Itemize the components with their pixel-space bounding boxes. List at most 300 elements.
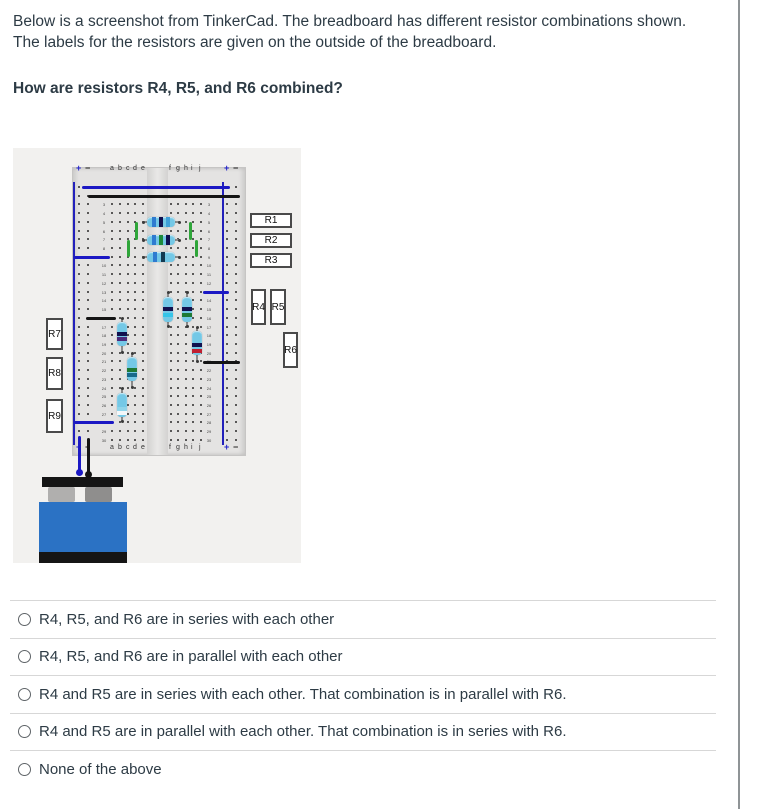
row-number-left: 27 (101, 411, 107, 417)
breadboard-hole (170, 230, 172, 232)
resistor-r3-band (161, 252, 165, 262)
resistor-label-r9: R9 (46, 399, 63, 433)
breadboard-hole (235, 230, 237, 232)
breadboard-hole (142, 291, 144, 293)
breadboard-hole (78, 378, 80, 380)
battery-body (39, 502, 127, 552)
battery-terminal-right (85, 487, 112, 502)
breadboard-hole (87, 221, 89, 223)
battery-base (39, 552, 127, 563)
column-letter: d (133, 444, 137, 451)
resistor-r9-band (117, 407, 127, 411)
breadboard-hole (134, 343, 136, 345)
green-wire (127, 240, 130, 257)
column-letter: j (199, 165, 201, 172)
resistor-r2-pin (178, 239, 181, 242)
row-number-left: 25 (101, 394, 107, 400)
breadboard-hole (127, 352, 129, 354)
breadboard-hole (226, 343, 228, 345)
breadboard-hole (200, 291, 202, 293)
breadboard-hole (200, 439, 202, 441)
rail-line-right (222, 182, 224, 445)
breadboard-hole (134, 404, 136, 406)
breadboard-hole (127, 343, 129, 345)
breadboard-hole (142, 343, 144, 345)
breadboard-hole (111, 439, 113, 441)
breadboard-hole (170, 413, 172, 415)
row-number-right: 18 (206, 333, 212, 338)
breadboard-hole (192, 291, 194, 293)
resistor-r1-band (166, 217, 170, 227)
breadboard-hole (235, 291, 237, 293)
breadboard-hole (170, 439, 172, 441)
breadboard-hole (200, 230, 202, 232)
breadboard-hole (192, 439, 194, 441)
breadboard-hole (87, 387, 89, 389)
row-number-left: 13 (101, 289, 107, 295)
breadboard-hole (87, 352, 89, 354)
rail-line-left (73, 182, 75, 445)
wire-connector (76, 469, 83, 476)
breadboard-hole (134, 256, 136, 258)
breadboard-hole (87, 343, 89, 345)
resistor-r5-pin (186, 325, 189, 328)
breadboard-hole (226, 413, 228, 415)
breadboard-hole (226, 317, 228, 319)
breadboard-hole (235, 247, 237, 249)
column-letter: b (118, 165, 122, 172)
row-number-left: 23 (101, 377, 107, 382)
breadboard-hole (192, 413, 194, 415)
breadboard-hole (200, 282, 202, 284)
rail-plus-sign: + (224, 163, 230, 173)
breadboard-hole (177, 387, 179, 389)
breadboard-hole (78, 291, 80, 293)
option-label-5[interactable]: None of the above (39, 760, 162, 778)
row-number-right: 11 (206, 272, 212, 277)
row-number-left: 15 (101, 307, 107, 312)
breadboard-hole (192, 387, 194, 389)
row-number-right: 6 (207, 228, 211, 234)
resistor-label-r2: R2 (250, 233, 292, 248)
breadboard-hole (142, 352, 144, 354)
breadboard-hole (142, 282, 144, 284)
breadboard-hole (185, 230, 187, 232)
breadboard-hole (134, 282, 136, 284)
breadboard-hole (192, 221, 194, 223)
rail-minus-sign: − (233, 163, 239, 173)
black-wire (86, 317, 116, 320)
breadboard-hole (192, 247, 194, 249)
option-radio-1[interactable] (18, 613, 31, 626)
option-label-2[interactable]: R4, R5, and R6 are in parallel with each other (39, 648, 343, 666)
option-label-4[interactable]: R4 and R5 are in parallel with each other. That combination is in series with R6. (39, 723, 567, 741)
column-letter: a (110, 165, 114, 172)
breadboard-hole (78, 326, 80, 328)
green-wire (195, 240, 198, 257)
breadboard-hole (226, 256, 228, 258)
breadboard-hole (119, 282, 121, 284)
breadboard-hole (111, 378, 113, 380)
column-letter: b (118, 444, 122, 451)
breadboard-hole (226, 404, 228, 406)
black-wire (88, 195, 240, 198)
answer-option-2[interactable] (10, 638, 716, 676)
row-number-right: 12 (206, 281, 212, 286)
breadboard-hole (170, 326, 172, 328)
row-number-right: 27 (206, 411, 212, 417)
answer-option-3[interactable] (10, 675, 716, 713)
breadboard-hole (142, 326, 144, 328)
breadboard-hole (235, 317, 237, 319)
resistor-r8 (127, 357, 137, 381)
row-number-right: 30 (206, 438, 212, 443)
resistor-r6-band (192, 343, 202, 347)
breadboard-hole (192, 256, 194, 258)
breadboard-hole (127, 221, 129, 223)
black-wire (203, 361, 240, 364)
breadboard-hole (142, 413, 144, 415)
breadboard-hole (177, 404, 179, 406)
breadboard-hole (78, 282, 80, 284)
breadboard-hole (185, 221, 187, 223)
breadboard-hole (235, 343, 237, 345)
breadboard-hole (185, 404, 187, 406)
battery-top-plate (42, 477, 123, 487)
resistor-r3-pin (178, 256, 181, 259)
resistor-r5-pin (186, 291, 189, 294)
breadboard-hole (134, 247, 136, 249)
resistor-r1-pin (142, 221, 145, 224)
resistor-r6 (192, 331, 202, 355)
breadboard-hole (200, 247, 202, 249)
option-label-1[interactable]: R4, R5, and R6 are in series with each other (39, 610, 335, 628)
row-number-left: 22 (101, 368, 107, 373)
breadboard-hole (142, 247, 144, 249)
breadboard-hole (119, 439, 121, 441)
breadboard-hole (134, 413, 136, 415)
column-letter: a (110, 444, 114, 451)
resistor-r2-band (166, 235, 170, 245)
row-number-right: 3 (207, 202, 211, 208)
resistor-r1-pin (178, 221, 181, 224)
breadboard-hole (78, 413, 80, 415)
breadboard-hole (185, 352, 187, 354)
question-intro (13, 12, 686, 53)
breadboard-hole (226, 378, 228, 380)
breadboard-hole (226, 221, 228, 223)
breadboard-hole (226, 352, 228, 354)
breadboard-hole (200, 387, 202, 389)
rail-minus-sign: − (85, 163, 91, 173)
breadboard-hole (170, 387, 172, 389)
row-number-right: 14 (206, 298, 212, 304)
breadboard-hole (185, 387, 187, 389)
rail-minus-sign: − (233, 442, 239, 452)
resistor-r8-band (127, 373, 137, 377)
resistor-r9 (117, 393, 127, 417)
breadboard-hole (235, 282, 237, 284)
breadboard-hole (170, 343, 172, 345)
resistor-label-r5: R5 (270, 289, 286, 325)
breadboard-hole (170, 404, 172, 406)
breadboard-hole (119, 230, 121, 232)
breadboard-hole (200, 221, 202, 223)
rail-plus-sign: + (76, 163, 82, 173)
column-letter: g (176, 444, 180, 451)
breadboard-hole (134, 387, 136, 389)
breadboard-hole (200, 256, 202, 258)
breadboard-hole (111, 387, 113, 389)
row-number-right: 25 (206, 394, 212, 400)
wire-connector (85, 471, 92, 478)
breadboard-hole (226, 247, 228, 249)
breadboard-hole (185, 343, 187, 345)
row-number-right: 28 (206, 420, 212, 426)
row-number-right: 15 (206, 307, 212, 312)
breadboard-hole (142, 387, 144, 389)
column-letter: e (141, 165, 145, 172)
breadboard-hole (235, 387, 237, 389)
breadboard-hole (185, 247, 187, 249)
breadboard-hole (185, 378, 187, 380)
breadboard-hole (78, 186, 80, 188)
column-letter: c (126, 165, 130, 172)
resistor-r4 (163, 297, 173, 322)
row-number-left: 20 (101, 350, 107, 356)
row-number-right: 10 (206, 263, 212, 269)
resistor-r1-band (152, 217, 156, 227)
breadboard-hole (226, 439, 228, 441)
blue-wire (74, 256, 110, 259)
breadboard-hole (78, 317, 80, 319)
breadboard-hole (192, 317, 194, 319)
breadboard-hole (111, 256, 113, 258)
breadboard-hole (127, 230, 129, 232)
row-number-right: 19 (206, 342, 212, 347)
row-number-right: 26 (206, 403, 212, 408)
breadboard-hole (192, 404, 194, 406)
battery-terminal-left (48, 487, 75, 502)
option-radio-4[interactable] (18, 725, 31, 738)
breadboard-hole (134, 352, 136, 354)
resistor-r8-pin (131, 386, 134, 389)
breadboard-hole (192, 230, 194, 232)
breadboard-hole (185, 256, 187, 258)
resistor-r9-band (117, 411, 127, 415)
column-letter: h (184, 444, 188, 451)
resistor-r9-pin (121, 420, 124, 423)
resistor-label-r4: R4 (251, 289, 266, 325)
breadboard-hole (177, 439, 179, 441)
answer-option-4[interactable] (10, 713, 716, 751)
breadboard-hole (127, 282, 129, 284)
row-number-left: 21 (101, 359, 107, 365)
breadboard-hole (200, 413, 202, 415)
breadboard-hole (142, 439, 144, 441)
option-label-3[interactable]: R4 and R5 are in series with each other. That combination is in parallel with R6. (39, 685, 567, 703)
resistor-r3-pin (142, 256, 145, 259)
breadboard-hole (200, 404, 202, 406)
breadboard-hole (78, 230, 80, 232)
row-number-left: 3 (102, 202, 106, 208)
row-number-right: 24 (206, 385, 212, 391)
breadboard-hole (78, 195, 80, 197)
row-number-left: 5 (102, 220, 106, 225)
row-number-left: 8 (102, 246, 106, 251)
breadboard-hole (111, 352, 113, 354)
breadboard-hole (235, 186, 237, 188)
column-letter: f (169, 444, 171, 451)
breadboard-hole (235, 439, 237, 441)
breadboard-hole (134, 291, 136, 293)
breadboard-hole (127, 387, 129, 389)
breadboard-hole (142, 378, 144, 380)
resistor-label-r8: R8 (46, 357, 63, 390)
breadboard-hole (226, 230, 228, 232)
breadboard-hole (119, 247, 121, 249)
breadboard-hole (87, 404, 89, 406)
resistor-r2-band (152, 235, 156, 245)
resistor-r7-pin (121, 317, 124, 320)
resistor-r7-pin (121, 351, 124, 354)
breadboard-hole (192, 282, 194, 284)
breadboard-hole (78, 352, 80, 354)
answer-options (10, 600, 716, 788)
row-number-right: 7 (207, 237, 211, 243)
breadboard-hole (111, 343, 113, 345)
black-wire (87, 438, 90, 474)
resistor-r4-band (163, 307, 173, 311)
resistor-label-r3: R3 (250, 253, 292, 268)
green-wire (135, 222, 138, 240)
breadboard-hole (134, 317, 136, 319)
breadboard-hole (177, 291, 179, 293)
breadboard-hole (111, 291, 113, 293)
row-number-left: 11 (101, 272, 107, 277)
row-number-left: 18 (101, 333, 107, 338)
resistor-r4-pin (167, 291, 170, 294)
row-number-left: 24 (101, 385, 107, 391)
breadboard-hole (235, 352, 237, 354)
breadboard-hole (142, 317, 144, 319)
breadboard-hole (170, 352, 172, 354)
breadboard-hole (134, 326, 136, 328)
breadboard-hole (78, 387, 80, 389)
column-letter: g (176, 165, 180, 172)
breadboard-hole (192, 326, 194, 328)
resistor-r8-pin (131, 352, 134, 355)
breadboard-hole (78, 247, 80, 249)
breadboard-hole (177, 413, 179, 415)
resistor-r8-band (127, 368, 137, 372)
breadboard-hole (185, 282, 187, 284)
breadboard-hole (78, 221, 80, 223)
row-number-right: 16 (206, 316, 212, 321)
column-letter: j (199, 444, 201, 451)
breadboard-hole (177, 378, 179, 380)
breadboard-hole (111, 247, 113, 249)
resistor-r5-band (182, 307, 192, 311)
column-letter: i (191, 165, 193, 172)
resistor-r7 (117, 322, 127, 346)
breadboard-hole (200, 317, 202, 319)
breadboard-hole (119, 256, 121, 258)
row-number-right: 29 (206, 429, 212, 434)
resistor-r7-band (117, 332, 127, 336)
answer-option-5[interactable] (10, 750, 716, 788)
resistor-r2-pin (142, 239, 145, 242)
row-number-left: 17 (101, 324, 107, 330)
breadboard-hole (192, 378, 194, 380)
row-number-left: 29 (101, 429, 107, 434)
column-letter: h (184, 165, 188, 172)
breadboard-hole (177, 317, 179, 319)
column-letter: i (191, 444, 193, 451)
breadboard-hole (170, 378, 172, 380)
green-wire (189, 222, 192, 240)
row-number-left: 6 (102, 228, 106, 234)
row-number-right: 5 (207, 220, 211, 225)
resistor-r5-band (182, 313, 192, 317)
resistor-r3 (147, 252, 175, 262)
answer-option-1[interactable] (10, 600, 716, 638)
breadboard-hole (177, 230, 179, 232)
resistor-r4-pin (167, 325, 170, 328)
breadboard-hole (127, 291, 129, 293)
column-letter: e (141, 444, 145, 451)
option-radio-3[interactable] (18, 688, 31, 701)
resistor-r2-band (159, 235, 163, 245)
column-letter: d (133, 165, 137, 172)
row-number-right: 9 (207, 255, 211, 260)
breadboard-hole (127, 439, 129, 441)
column-letter: c (126, 444, 130, 451)
resistor-r5 (182, 297, 192, 322)
breadboard-hole (111, 230, 113, 232)
breadboard-hole (235, 413, 237, 415)
row-number-left: 4 (102, 211, 106, 216)
breadboard-hole (127, 413, 129, 415)
breadboard-hole (235, 378, 237, 380)
row-number-left: 30 (101, 438, 107, 443)
resistor-r6-band (192, 349, 202, 353)
row-number-right: 17 (206, 324, 212, 330)
breadboard-hole (111, 404, 113, 406)
resistor-r9-pin (121, 387, 124, 390)
breadboard-hole (170, 247, 172, 249)
breadboard-hole (226, 326, 228, 328)
breadboard-hole (78, 343, 80, 345)
breadboard-hole (235, 326, 237, 328)
breadboard-hole (235, 404, 237, 406)
breadboard-hole (177, 282, 179, 284)
breadboard-hole (87, 413, 89, 415)
breadboard-hole (170, 282, 172, 284)
blue-wire (82, 186, 230, 189)
row-number-left: 10 (101, 263, 107, 269)
row-number-right: 8 (207, 246, 211, 251)
option-radio-2[interactable] (18, 650, 31, 663)
breadboard-hole (226, 387, 228, 389)
row-number-right: 23 (206, 377, 212, 382)
row-number-left: 26 (101, 403, 107, 408)
breadboard-hole (78, 404, 80, 406)
breadboard-hole (127, 326, 129, 328)
option-radio-5[interactable] (18, 763, 31, 776)
question-intro-line2: The labels for the resistors are given on the outside of the breadboard. (13, 33, 497, 51)
breadboard-hole (185, 439, 187, 441)
